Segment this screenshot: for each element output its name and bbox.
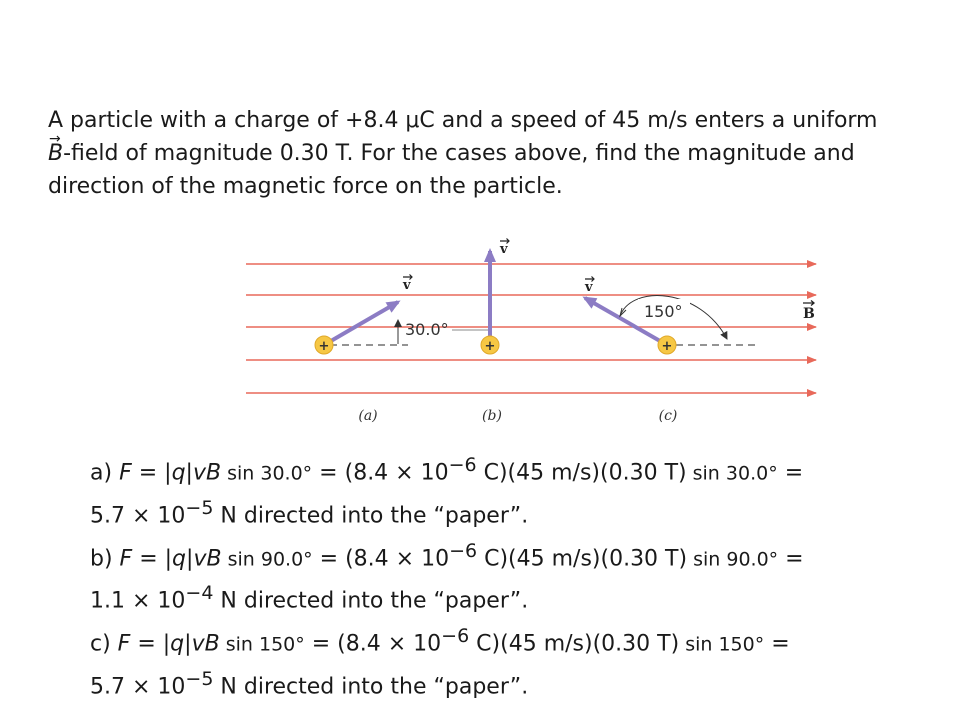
- solution-c-result: $5.7 \times 10^{-5}$ N directed into the “paper”.: [90, 668, 529, 700]
- charge-sign: +: [661, 339, 673, 354]
- angle-arc-start-icon: [620, 308, 626, 316]
- solution-a-equation: a) F = |q|vB $\sin 30.0^\circ = (8.4 \times 10^{-6}$ C)(45 m/s)(0.30 T) sin 30.0° =: [90, 454, 804, 486]
- angle-label: 150°: [644, 302, 683, 321]
- solution-b-result: $1.1 \times 10^{-4}$ N directed into the “paper”.: [90, 582, 529, 614]
- field-label: B: [803, 306, 815, 322]
- field-diagram: [240, 236, 825, 431]
- solutions: [90, 448, 910, 705]
- case-a: [315, 275, 490, 425]
- field-label-arrow-icon: [803, 301, 814, 306]
- case-b: [481, 239, 509, 425]
- angle-label: 30.0°: [405, 320, 449, 339]
- field-figure: [240, 236, 825, 431]
- velocity-arrow: [324, 302, 398, 345]
- case-c: [584, 277, 760, 425]
- problem-line-1: A particle with a charge of +8.4 μC and a speed of 45 m/s enters a uniform: [48, 108, 878, 133]
- solution-a-result: $5.7 \times 10^{-5}$ N directed into the “paper”.: [90, 496, 529, 529]
- problem-statement: [48, 104, 928, 203]
- velocity-label: v: [403, 278, 411, 293]
- velocity-label: v: [500, 242, 508, 257]
- charge-sign: +: [484, 339, 496, 354]
- charge-sign: +: [318, 339, 330, 354]
- caption-c: (c): [658, 408, 678, 424]
- problem-line-3: direction of the magnetic force on the particle.: [48, 174, 563, 199]
- velocity-label: v: [585, 280, 593, 295]
- problem-line-2: → B-field of magnitude 0.30 T. For the cases above, find the magnitude and: [48, 137, 928, 170]
- field-symbol: → B: [48, 137, 63, 170]
- caption-a: (a): [358, 408, 378, 424]
- solution-b-equation: b) F = |q|vB $\sin 90.0^\circ = (8.4 \times 10^{-6}$ C)(45 m/s)(0.30 T) sin 90.0° =: [90, 539, 804, 571]
- solution-c-equation: c) F = |q|vB $\sin 150^\circ = (8.4 \times 10^{-6}$ C)(45 m/s)(0.30 T) sin 150° =: [90, 625, 790, 657]
- caption-b: (b): [482, 408, 502, 424]
